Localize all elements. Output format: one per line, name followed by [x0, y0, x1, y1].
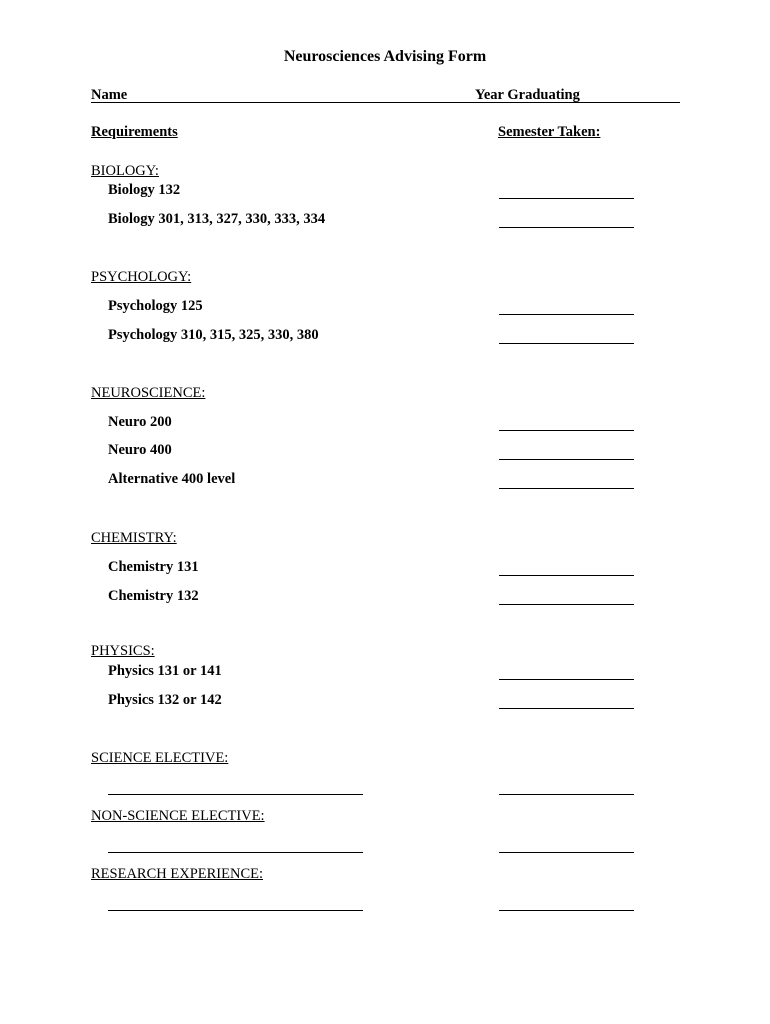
section-heading-neuroscience: NEUROSCIENCE: — [91, 385, 206, 401]
course-label: Chemistry 132 — [108, 588, 199, 604]
section-heading-science-elective: SCIENCE ELECTIVE: — [91, 750, 229, 766]
course-label: Neuro 200 — [108, 414, 172, 430]
course-label: Psychology 310, 315, 325, 330, 380 — [108, 327, 319, 343]
section-heading-chemistry: CHEMISTRY: — [91, 530, 177, 546]
section-heading-biology: BIOLOGY: — [91, 163, 159, 179]
semester-field-psychology-125[interactable] — [499, 314, 634, 315]
semester-field-non-science-elective[interactable] — [499, 852, 634, 853]
course-label: Biology 132 — [108, 182, 181, 198]
year-graduating-field[interactable] — [475, 102, 680, 103]
requirements-header: Requirements — [91, 124, 178, 140]
section-heading-psychology: PSYCHOLOGY: — [91, 269, 192, 285]
semester-field-neuro-200[interactable] — [499, 430, 634, 431]
name-label: Name — [91, 87, 128, 103]
semester-field-alternative-400[interactable] — [499, 488, 634, 489]
course-label: Physics 131 or 141 — [108, 663, 222, 679]
semester-field-science-elective[interactable] — [499, 794, 634, 795]
course-label: Psychology 125 — [108, 298, 203, 314]
course-label: Physics 132 or 142 — [108, 692, 222, 708]
course-label: Chemistry 131 — [108, 559, 199, 575]
semester-taken-header: Semester Taken: — [498, 124, 601, 140]
semester-field-research[interactable] — [499, 910, 634, 911]
semester-field-psychology-upper[interactable] — [499, 343, 634, 344]
semester-field-chemistry-131[interactable] — [499, 575, 634, 576]
non-science-elective-course-field[interactable] — [108, 852, 363, 853]
semester-field-physics-131[interactable] — [499, 679, 634, 680]
semester-field-biology-upper[interactable] — [499, 227, 634, 228]
section-heading-research-experience: RESEARCH EXPERIENCE: — [91, 866, 263, 882]
course-label: Alternative 400 level — [108, 471, 236, 487]
course-label: Biology 301, 313, 327, 330, 333, 334 — [108, 211, 326, 227]
section-heading-physics: PHYSICS: — [91, 643, 155, 659]
section-heading-non-science-elective: NON-SCIENCE ELECTIVE: — [91, 808, 265, 824]
semester-field-physics-132[interactable] — [499, 708, 634, 709]
semester-field-neuro-400[interactable] — [499, 459, 634, 460]
form-title: Neurosciences Advising Form — [283, 48, 487, 65]
research-experience-field[interactable] — [108, 910, 363, 911]
semester-field-biology-132[interactable] — [499, 198, 634, 199]
year-graduating-label: Year Graduating — [475, 87, 580, 103]
semester-field-chemistry-132[interactable] — [499, 604, 634, 605]
science-elective-course-field[interactable] — [108, 794, 363, 795]
name-field[interactable] — [91, 102, 475, 103]
course-label: Neuro 400 — [108, 442, 172, 458]
